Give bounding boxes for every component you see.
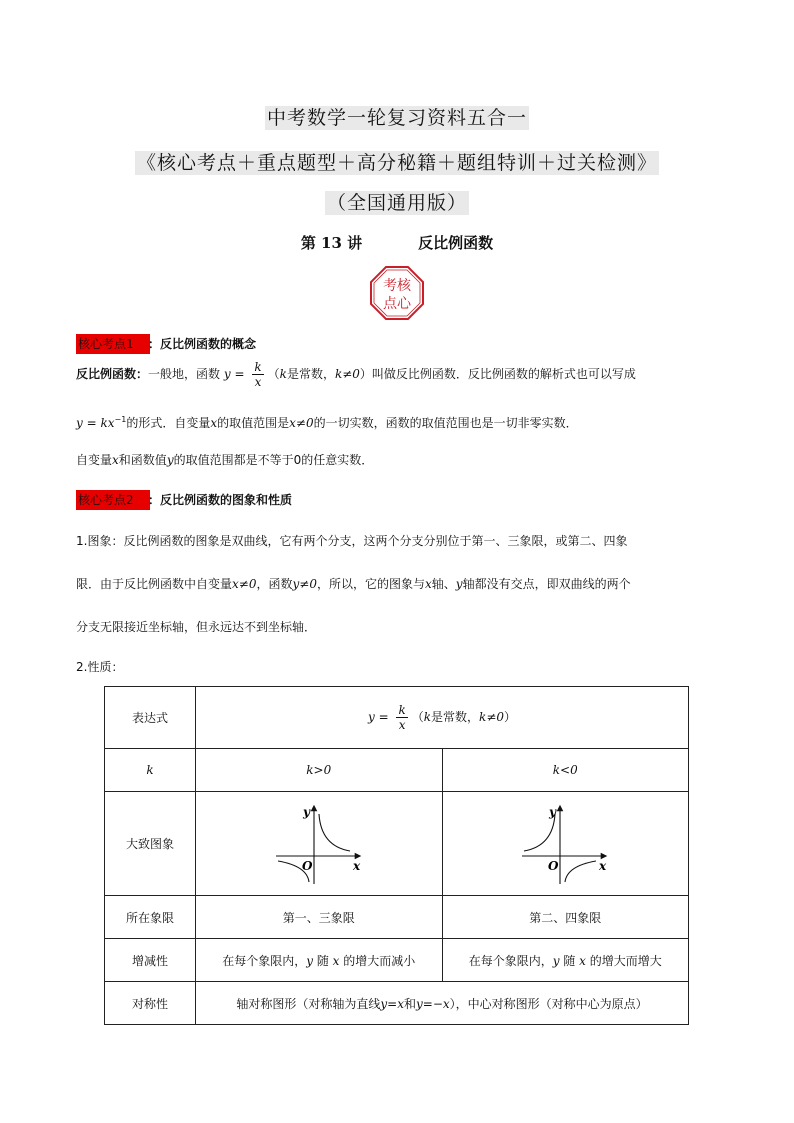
math-y: y xyxy=(223,367,231,381)
graph-k-positive-cell xyxy=(196,792,443,896)
table-row-k xyxy=(105,749,689,792)
text-run: 的形式．自变量 xyxy=(126,416,211,430)
doc-title-line-3 xyxy=(0,188,794,215)
section2-line-3: 分支无限接近坐标轴，但永远达不到坐标轴． xyxy=(76,620,317,634)
math-x: x xyxy=(210,416,218,430)
section1-paragraph-3 xyxy=(76,450,373,470)
lecture-number: 第 13 讲 xyxy=(300,234,363,252)
math-y: y xyxy=(367,710,375,724)
math-equals: = xyxy=(378,710,389,724)
doc-title-text-3: （全国通用版） xyxy=(326,192,467,214)
fraction-k-over-x xyxy=(252,360,263,389)
math-y-equals-x: y=x xyxy=(380,996,404,1011)
table-row-monotonicity xyxy=(105,939,689,982)
text-run: ，函数 xyxy=(256,577,293,591)
text-run: 轴对称图形（对称轴为直线 xyxy=(236,996,381,1011)
math-y-nonzero: y≠0 xyxy=(292,577,317,591)
axis-label-x: x xyxy=(352,858,360,873)
table-row-quadrants xyxy=(105,896,689,939)
text-run: （ xyxy=(411,710,424,724)
symmetry-cell xyxy=(196,982,689,1025)
fraction-k-over-x xyxy=(396,703,407,732)
row-label-symmetry: 对称性 xyxy=(105,982,196,1025)
math-x: x xyxy=(112,453,119,467)
math-y: y xyxy=(166,453,174,467)
text-run: 的增大而减小 xyxy=(343,953,416,968)
text-run: 轴、 xyxy=(431,577,456,591)
seal-text-top: 考核 xyxy=(383,278,411,294)
text-run: 的一切实数，函数的取值范围也是一切非零实数． xyxy=(313,416,578,430)
text-run: 是常数， xyxy=(286,367,335,381)
definition-label: 反比例函数： xyxy=(76,367,149,381)
math-x: x xyxy=(424,577,432,591)
section1-title: ：反比例函数的概念 xyxy=(148,337,257,351)
fraction-numerator: k xyxy=(254,360,262,374)
math-equals: = xyxy=(234,367,245,381)
row-label-k: k xyxy=(105,749,196,792)
math-k-nonzero: k≠0 xyxy=(479,710,505,724)
math-y: y xyxy=(455,577,463,591)
text-run: 和函数值 xyxy=(118,453,167,467)
math-x: x xyxy=(579,953,586,968)
row-label-quadrants: 所在象限 xyxy=(105,896,196,939)
math-y: y xyxy=(552,953,560,968)
math-y: y xyxy=(76,416,83,430)
k-negative-header: k<0 xyxy=(442,749,689,792)
text-run: 的取值范围是 xyxy=(217,416,290,430)
section2-title: ：反比例函数的图象和性质 xyxy=(148,493,293,507)
text-run: 和 xyxy=(403,996,416,1011)
graph-k-negative-cell xyxy=(442,792,689,896)
expression-cell xyxy=(196,687,689,749)
section2-line-2 xyxy=(76,574,631,594)
section1-badge: 核心考点1 xyxy=(76,334,150,354)
lecture-title: 反比例函数 xyxy=(418,234,494,252)
math-equals: = xyxy=(86,416,97,430)
properties-table xyxy=(104,686,689,1025)
row-label-expression: 表达式 xyxy=(105,687,196,749)
axis-label-y: y xyxy=(302,804,310,819)
text-run: 是常数， xyxy=(431,710,480,724)
fraction-numerator: k xyxy=(398,703,406,717)
row-label-monotonicity: 增减性 xyxy=(105,939,196,982)
doc-title-text-1: 中考数学一轮复习资料五合一 xyxy=(266,107,527,129)
hyperbola-quadrants-2-4-graph xyxy=(520,802,610,886)
section1-paragraph-2 xyxy=(76,410,578,433)
math-y: y xyxy=(306,953,313,968)
axis-label-x: x xyxy=(599,858,607,873)
math-x-nonzero: x≠0 xyxy=(232,577,257,591)
doc-title-line-2 xyxy=(0,148,794,175)
text-run: ）叫做反比例函数．反比例函数的解析式也可以写成 xyxy=(359,367,636,381)
axis-label-y: y xyxy=(549,804,557,819)
section2-line-4: 2.性质： xyxy=(76,660,124,674)
branch-quadrant-1 xyxy=(319,814,350,851)
origin-label: O xyxy=(548,858,559,873)
table-row-graph xyxy=(105,792,689,896)
text-run: ） xyxy=(504,710,517,724)
math-exponent: −1 xyxy=(114,415,127,424)
text-run: 在每个象限内， xyxy=(468,953,553,968)
math-k: k xyxy=(279,367,287,381)
doc-title-line-1 xyxy=(0,103,794,130)
math-k-nonzero: k≠0 xyxy=(334,367,360,381)
monotonicity-k-negative xyxy=(442,939,689,982)
section2-line-1: 1.图象：反比例函数的图象是双曲线，它有两个分支，这两个分支分别位于第一、三象限，或第二、四象 xyxy=(76,534,628,548)
core-points-seal-icon xyxy=(370,266,424,320)
text-run: 轴都没有交点，即双曲线的两个 xyxy=(462,577,631,591)
quadrants-k-positive: 第一、三象限 xyxy=(196,896,443,939)
math-y-equals-neg-x: y=−x xyxy=(415,996,450,1011)
math-x: x xyxy=(332,953,340,968)
monotonicity-k-positive xyxy=(196,939,443,982)
math-x-nonzero: x≠0 xyxy=(289,416,314,430)
quadrants-k-negative: 第二、四象限 xyxy=(442,896,689,939)
text-run: 的任意实数． xyxy=(301,453,374,467)
text-run: ，所以，它的图象与 xyxy=(316,577,425,591)
text-run: 随 xyxy=(316,953,329,968)
section1-paragraph-1 xyxy=(76,360,636,389)
math-k: k xyxy=(423,710,432,724)
text-run: 自变量 xyxy=(76,453,113,467)
text-run: ），中心对称图形（对称中心为原点） xyxy=(449,996,648,1011)
text-run: 在每个象限内， xyxy=(222,953,307,968)
fraction-denominator: x xyxy=(254,375,262,389)
origin-label: O xyxy=(301,858,313,873)
text-run: （ xyxy=(267,367,280,381)
doc-title-text-2: 《核心考点＋重点题型＋高分秘籍＋题组特训＋过关检测》 xyxy=(136,152,657,174)
math-zero: 0 xyxy=(293,453,302,467)
text-run: 限．由于反比例函数中自变量 xyxy=(76,577,233,591)
row-label-graph: 大致图象 xyxy=(105,792,196,896)
table-row-symmetry xyxy=(105,982,689,1025)
text-run: 的取值范围都是不等于 xyxy=(173,453,294,467)
branch-quadrant-2 xyxy=(524,814,555,851)
text-run: 随 xyxy=(563,953,576,968)
k-positive-header: k>0 xyxy=(196,749,443,792)
fraction-denominator: x xyxy=(398,718,406,732)
branch-quadrant-4 xyxy=(565,861,596,882)
lecture-heading xyxy=(0,232,794,253)
section2-badge: 核心考点2 xyxy=(76,490,150,510)
table-row-expression xyxy=(105,687,689,749)
seal-text-bottom: 点心 xyxy=(383,296,411,312)
text-run: 的增大而增大 xyxy=(589,953,662,968)
math-kx: kx xyxy=(100,416,115,430)
text-run: 一般地，函数 xyxy=(148,367,221,381)
hyperbola-quadrants-1-3-graph xyxy=(274,802,364,886)
